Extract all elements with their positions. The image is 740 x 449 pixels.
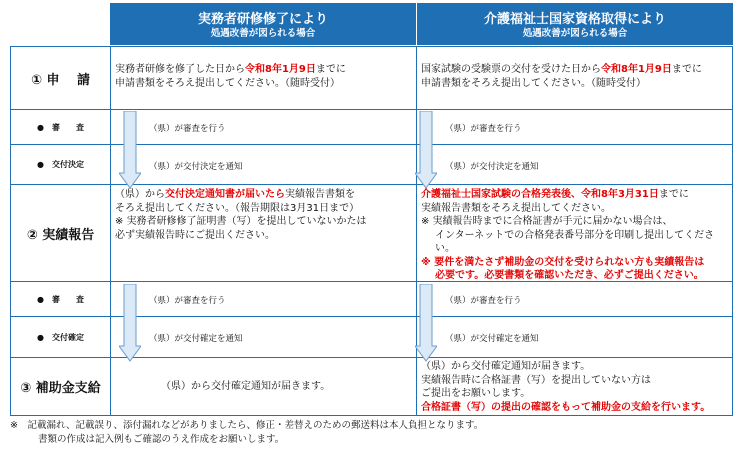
report-col1-post: 実績報告書類を — [285, 189, 355, 200]
decision-col1-text: （県）が交付決定を通知 — [149, 162, 243, 172]
report-col1-line4: 必ず実績報告時にご提出ください。 — [115, 229, 275, 241]
apply-col1-post: までに — [315, 64, 346, 75]
decision-col2 — [416, 144, 733, 185]
confirm-col2 — [416, 316, 733, 358]
payment-col1-text: （県）から交付確定通知が届きます。 — [161, 381, 331, 392]
payment-col2-highlight: 合格証書（写）の提出の確認をもって補助金の支給を行います。 — [421, 401, 711, 413]
report-col2-warning1: ※ 要件を満たさず補助金の交付を受けられない方も実績報告は — [421, 256, 705, 268]
flow-arrow-2-left — [119, 284, 141, 362]
flow-arrow-2-right — [415, 284, 437, 362]
review2-col2 — [416, 281, 733, 317]
step-review2-label: ● 審 査 — [10, 281, 111, 317]
apply-col2-line2: 申請書類をそろえ提出してください。（随時受付） — [421, 77, 646, 89]
payment-col2 — [416, 357, 733, 416]
payment-col2-line2: 実績報告時に合格証書（写）を提出していない方は — [421, 374, 651, 386]
footnote-line2: 書類の作成は記入例もご確認のうえ作成をお願いします。 — [38, 434, 285, 445]
confirm-col2-text: （県）が交付確定を通知 — [445, 334, 539, 344]
header-col1 — [110, 3, 416, 45]
step-decision-label: ● 交付決定 — [10, 144, 111, 185]
report-col2-line2: 実績報告書類をそろえ提出してください。 — [421, 202, 611, 214]
review1-col2 — [416, 109, 733, 145]
review2-col1 — [110, 281, 417, 317]
step-payment-label: ③ 補助金支給 — [10, 357, 111, 416]
apply-col2-deadline: 令和8年1月9日 — [601, 64, 672, 75]
review2-col1-text: （県）が審査を行う — [149, 296, 226, 306]
step-confirm-label: ● 交付確定 — [10, 316, 111, 358]
apply-col2-pre: 国家試験の受験票の交付を受けた日から — [421, 64, 601, 75]
report-col2-line4: インターネットでの合格発表番号部分を印刷し提出してください。 — [435, 229, 715, 254]
step-apply-label: ① 申 請 — [10, 46, 111, 110]
report-col1-line3: ※ 実務者研修修了証明書（写）を提出していないかたは — [115, 216, 367, 227]
confirm-col1-text: （県）が交付確定を通知 — [149, 334, 243, 344]
report-col2-warning2: 必要です。必要書類を確認いただき、必ずご提出ください。 — [435, 270, 704, 281]
report-col1-pre: （県）から — [115, 189, 165, 200]
step-report-label: ② 実績報告 — [10, 184, 111, 282]
flow-arrow-1-right — [415, 111, 437, 189]
review1-col1-text: （県）が審査を行う — [149, 124, 226, 134]
payment-col2-line1: （県）から交付確定通知が届きます。 — [421, 361, 591, 372]
header-col2 — [417, 3, 733, 45]
apply-col1-line2: 申請書類をそろえ提出してください。（随時受付） — [115, 77, 340, 89]
report-col2-deadline: 介護福祉士国家試験の合格発表後、令和8年3月31日 — [421, 189, 659, 200]
report-col2-post1: までに — [658, 189, 689, 200]
report-col2 — [416, 184, 733, 282]
report-col2-line3: ※ 実績報告時までに合格証書が手元に届かない場合は、 — [421, 216, 673, 227]
review2-col2-text: （県）が審査を行う — [445, 296, 522, 306]
footnote-line1: ※ 記載漏れ、記載誤り、添付漏れなどがありましたら、修正・差替えのための郵送料は本人負担となります。 — [10, 420, 484, 431]
step-review1-label: ● 審 査 — [10, 109, 111, 145]
apply-col1 — [110, 46, 417, 110]
apply-col1-pre: 実務者研修を修了した日から — [115, 64, 245, 75]
flow-arrow-1-left — [119, 111, 141, 189]
payment-col1 — [110, 357, 417, 416]
review1-col2-text: （県）が審査を行う — [445, 124, 522, 134]
report-col1-line2: そろえ提出してください。（報告期限は3月31日まで） — [115, 202, 360, 214]
report-col1-highlight: 交付決定通知書が届いたら — [165, 189, 285, 200]
payment-col2-line3: ご提出をお願いします。 — [421, 388, 531, 399]
header-col1-subtitle: 処遇改善が図られる場合 — [210, 28, 316, 39]
header-col2-subtitle: 処遇改善が図られる場合 — [522, 28, 628, 39]
decision-col1 — [110, 144, 417, 185]
review1-col1 — [110, 109, 417, 145]
confirm-col1 — [110, 316, 417, 358]
header-col2-title: 介護福祉士国家資格取得により — [483, 12, 666, 27]
header-col1-title: 実務者研修修了により — [197, 12, 328, 27]
apply-col2-post: までに — [671, 64, 702, 75]
apply-col1-deadline: 令和8年1月9日 — [245, 64, 316, 75]
decision-col2-text: （県）が交付決定を通知 — [445, 162, 539, 172]
procedure-table — [10, 3, 733, 416]
report-col1 — [110, 184, 417, 282]
apply-col2 — [416, 46, 733, 110]
